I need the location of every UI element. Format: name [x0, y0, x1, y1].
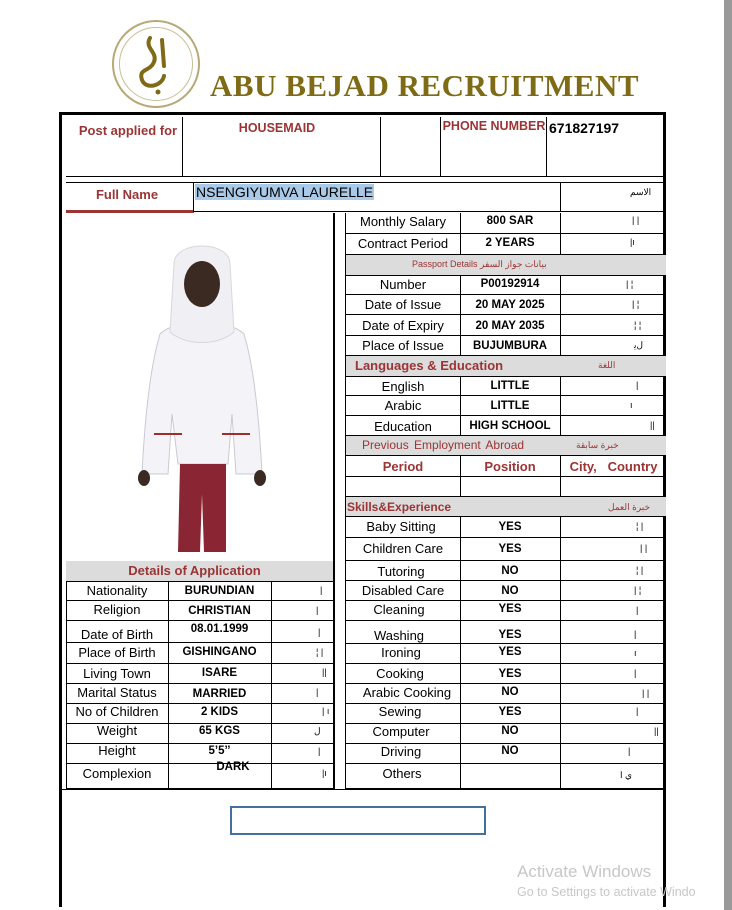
application-header-label: Details of Application	[128, 563, 261, 578]
languages-header-ar: اللغة	[598, 360, 616, 370]
passport-header-ar: بيانات جواز السفر	[480, 259, 547, 269]
skill-label: Children Care	[362, 541, 444, 556]
app-value: 08.01.1999	[190, 623, 249, 635]
contract-label: Contract Period	[357, 236, 449, 251]
education-label: Education	[374, 419, 432, 434]
education-value: HIGH SCHOOL	[469, 420, 551, 432]
post-applied-label: Post applied for	[78, 123, 178, 138]
phone-label: PHONE NUMBER	[442, 119, 546, 133]
contract-value: 2 YEARS	[485, 237, 535, 249]
app-value: GISHINGANO	[182, 646, 257, 658]
employment-location-header: City, Country	[569, 459, 658, 474]
skill-value: YES	[498, 629, 522, 641]
skill-value: YES	[498, 521, 522, 533]
logo-calligraphy-icon	[114, 22, 198, 106]
app-label: Living Town	[83, 666, 151, 681]
app-label: Religion	[93, 602, 141, 617]
skill-value: YES	[498, 543, 522, 555]
skill-label: Tutoring	[377, 564, 425, 579]
app-value: 65 KGS	[199, 725, 240, 737]
application-page: ABU BEJAD RECRUITMENT Post applied for HOUSEMAID PHONE NUMBER 671827197 Full Name NSENGIYUMVA LAURELLE ﺍﻻﺳﻢ Monthly Salary 800 SAR Contract Period 2 YEARS | | |ı Passport Details بيانات جواز السفر Number P00192914 Date of Issue 20 MAY 2025 Date of Expiry 20 MAY 2035 Place of Issue BUJUMBURA | ¦ | ¦ ¦ ¦ ﻝﻳ Languages & Education اللغة English LITTLE Arabic LITTLE Education HIGH SCHOOL | ı || Previous Employment Abroad خبرة سابقة Period Position City, Country Skills&Experience خبرة العمل Baby Sitting YES Children Care YES Tutoring NO Disabled Care NO Cleaning YES Washing YES Ironing YES Cooking YES Arabic Cooking NO Sewing YES Computer NO Driving NO Others ¦ | | | ¦ | | ¦ | | ı | | | | || | ﻱ ﺍ Details of Application Nationality BURUNDIAN Religion CHRISTIAN Date of Birth 08.01.1999 Place of Birth GISHINGANO Living Town ISARE Marital Status MARRIED No of Children 2 KIDS Weight 65 KGS Height 5’5’’ Complexion DARK | | | ¦ | || | | ı ﻝ | |ı Activate Windows Go to Settings to activate Windo	[0, 0, 724, 910]
app-label: Marital Status	[77, 685, 157, 700]
skills-header-ar: خبرة العمل	[608, 502, 651, 512]
english-label: English	[381, 379, 425, 394]
skill-value: NO	[501, 725, 519, 737]
app-value: BURUNDIAN	[184, 585, 255, 597]
activate-windows-hint: Go to Settings to activate Windo	[517, 885, 696, 899]
skill-label: Computer	[372, 724, 430, 739]
issue-place-value: BUJUMBURA	[472, 340, 548, 352]
app-label: No of Children	[75, 704, 159, 719]
employment-header-ar: خبرة سابقة	[576, 440, 619, 450]
skill-label: Ironing	[381, 645, 421, 660]
app-value: MARRIED	[192, 688, 247, 700]
salary-label: Monthly Salary	[360, 214, 446, 229]
skill-label: Sewing	[378, 704, 422, 719]
company-logo	[112, 20, 200, 108]
app-value: DARK	[216, 761, 250, 773]
app-label: Place of Birth	[78, 645, 156, 660]
skill-label: Washing	[373, 628, 425, 643]
skill-value: NO	[501, 745, 519, 757]
skill-value: NO	[501, 585, 519, 597]
skills-header-label: Skills&Experience	[347, 500, 452, 514]
applicant-figure-icon	[68, 214, 330, 558]
app-label: Weight	[96, 723, 138, 738]
app-value: CHRISTIAN	[188, 605, 251, 617]
expiry-date-value: 20 MAY 2035	[475, 320, 545, 332]
activate-windows-title: Activate Windows	[517, 862, 652, 881]
arabic-label: Arabic	[384, 398, 422, 413]
app-value: ISARE	[201, 667, 238, 679]
issue-place-label: Place of Issue	[362, 338, 444, 353]
skill-value: NO	[501, 565, 519, 577]
fullname-value: NSENGIYUMVA LAURELLE	[196, 184, 374, 200]
passport-header-label: Passport Details	[412, 259, 478, 269]
company-title: ABU BEJAD RECRUITMENT	[210, 68, 640, 103]
passport-number-label: Number	[379, 277, 427, 292]
app-label: Height	[98, 743, 136, 758]
salary-value: 800 SAR	[486, 215, 534, 227]
skill-label: Cleaning	[373, 602, 425, 617]
expiry-date-label: Date of Expiry	[362, 318, 444, 333]
app-value: 5’5’’	[208, 745, 231, 757]
passport-number-value: P00192914	[480, 278, 540, 290]
employment-period-header: Period	[382, 459, 424, 474]
phone-value: 671827197	[549, 120, 620, 136]
skill-value: YES	[498, 603, 522, 615]
skill-label: Others	[382, 766, 422, 781]
page-shadow	[724, 0, 732, 910]
skill-value: YES	[498, 646, 522, 658]
skill-value: YES	[498, 668, 522, 680]
english-value: LITTLE	[490, 380, 530, 392]
app-label: Date of Birth	[80, 627, 154, 642]
issue-date-value: 20 MAY 2025	[475, 299, 545, 311]
fullname-label: Full Name	[95, 187, 159, 202]
post-applied-value: HOUSEMAID	[238, 121, 316, 135]
skill-label: Disabled Care	[361, 583, 445, 598]
issue-date-label: Date of Issue	[364, 297, 442, 312]
languages-header-label: Languages & Education	[355, 358, 504, 373]
signature-box[interactable]	[230, 806, 486, 835]
skill-label: Driving	[380, 744, 422, 759]
employment-position-header: Position	[484, 459, 536, 474]
app-label: Complexion	[82, 766, 152, 781]
app-value: 2 KIDS	[200, 706, 239, 718]
app-label: Nationality	[86, 583, 148, 598]
skill-label: Baby Sitting	[366, 519, 436, 534]
arabic-value: LITTLE	[490, 400, 530, 412]
employment-header-label: Previous Employment Abroad	[362, 438, 525, 452]
skill-value: NO	[501, 686, 519, 698]
skill-label: Cooking	[376, 666, 424, 681]
skill-label: Arabic Cooking	[362, 685, 452, 700]
skill-value: YES	[498, 706, 522, 718]
applicant-photo	[68, 214, 330, 558]
